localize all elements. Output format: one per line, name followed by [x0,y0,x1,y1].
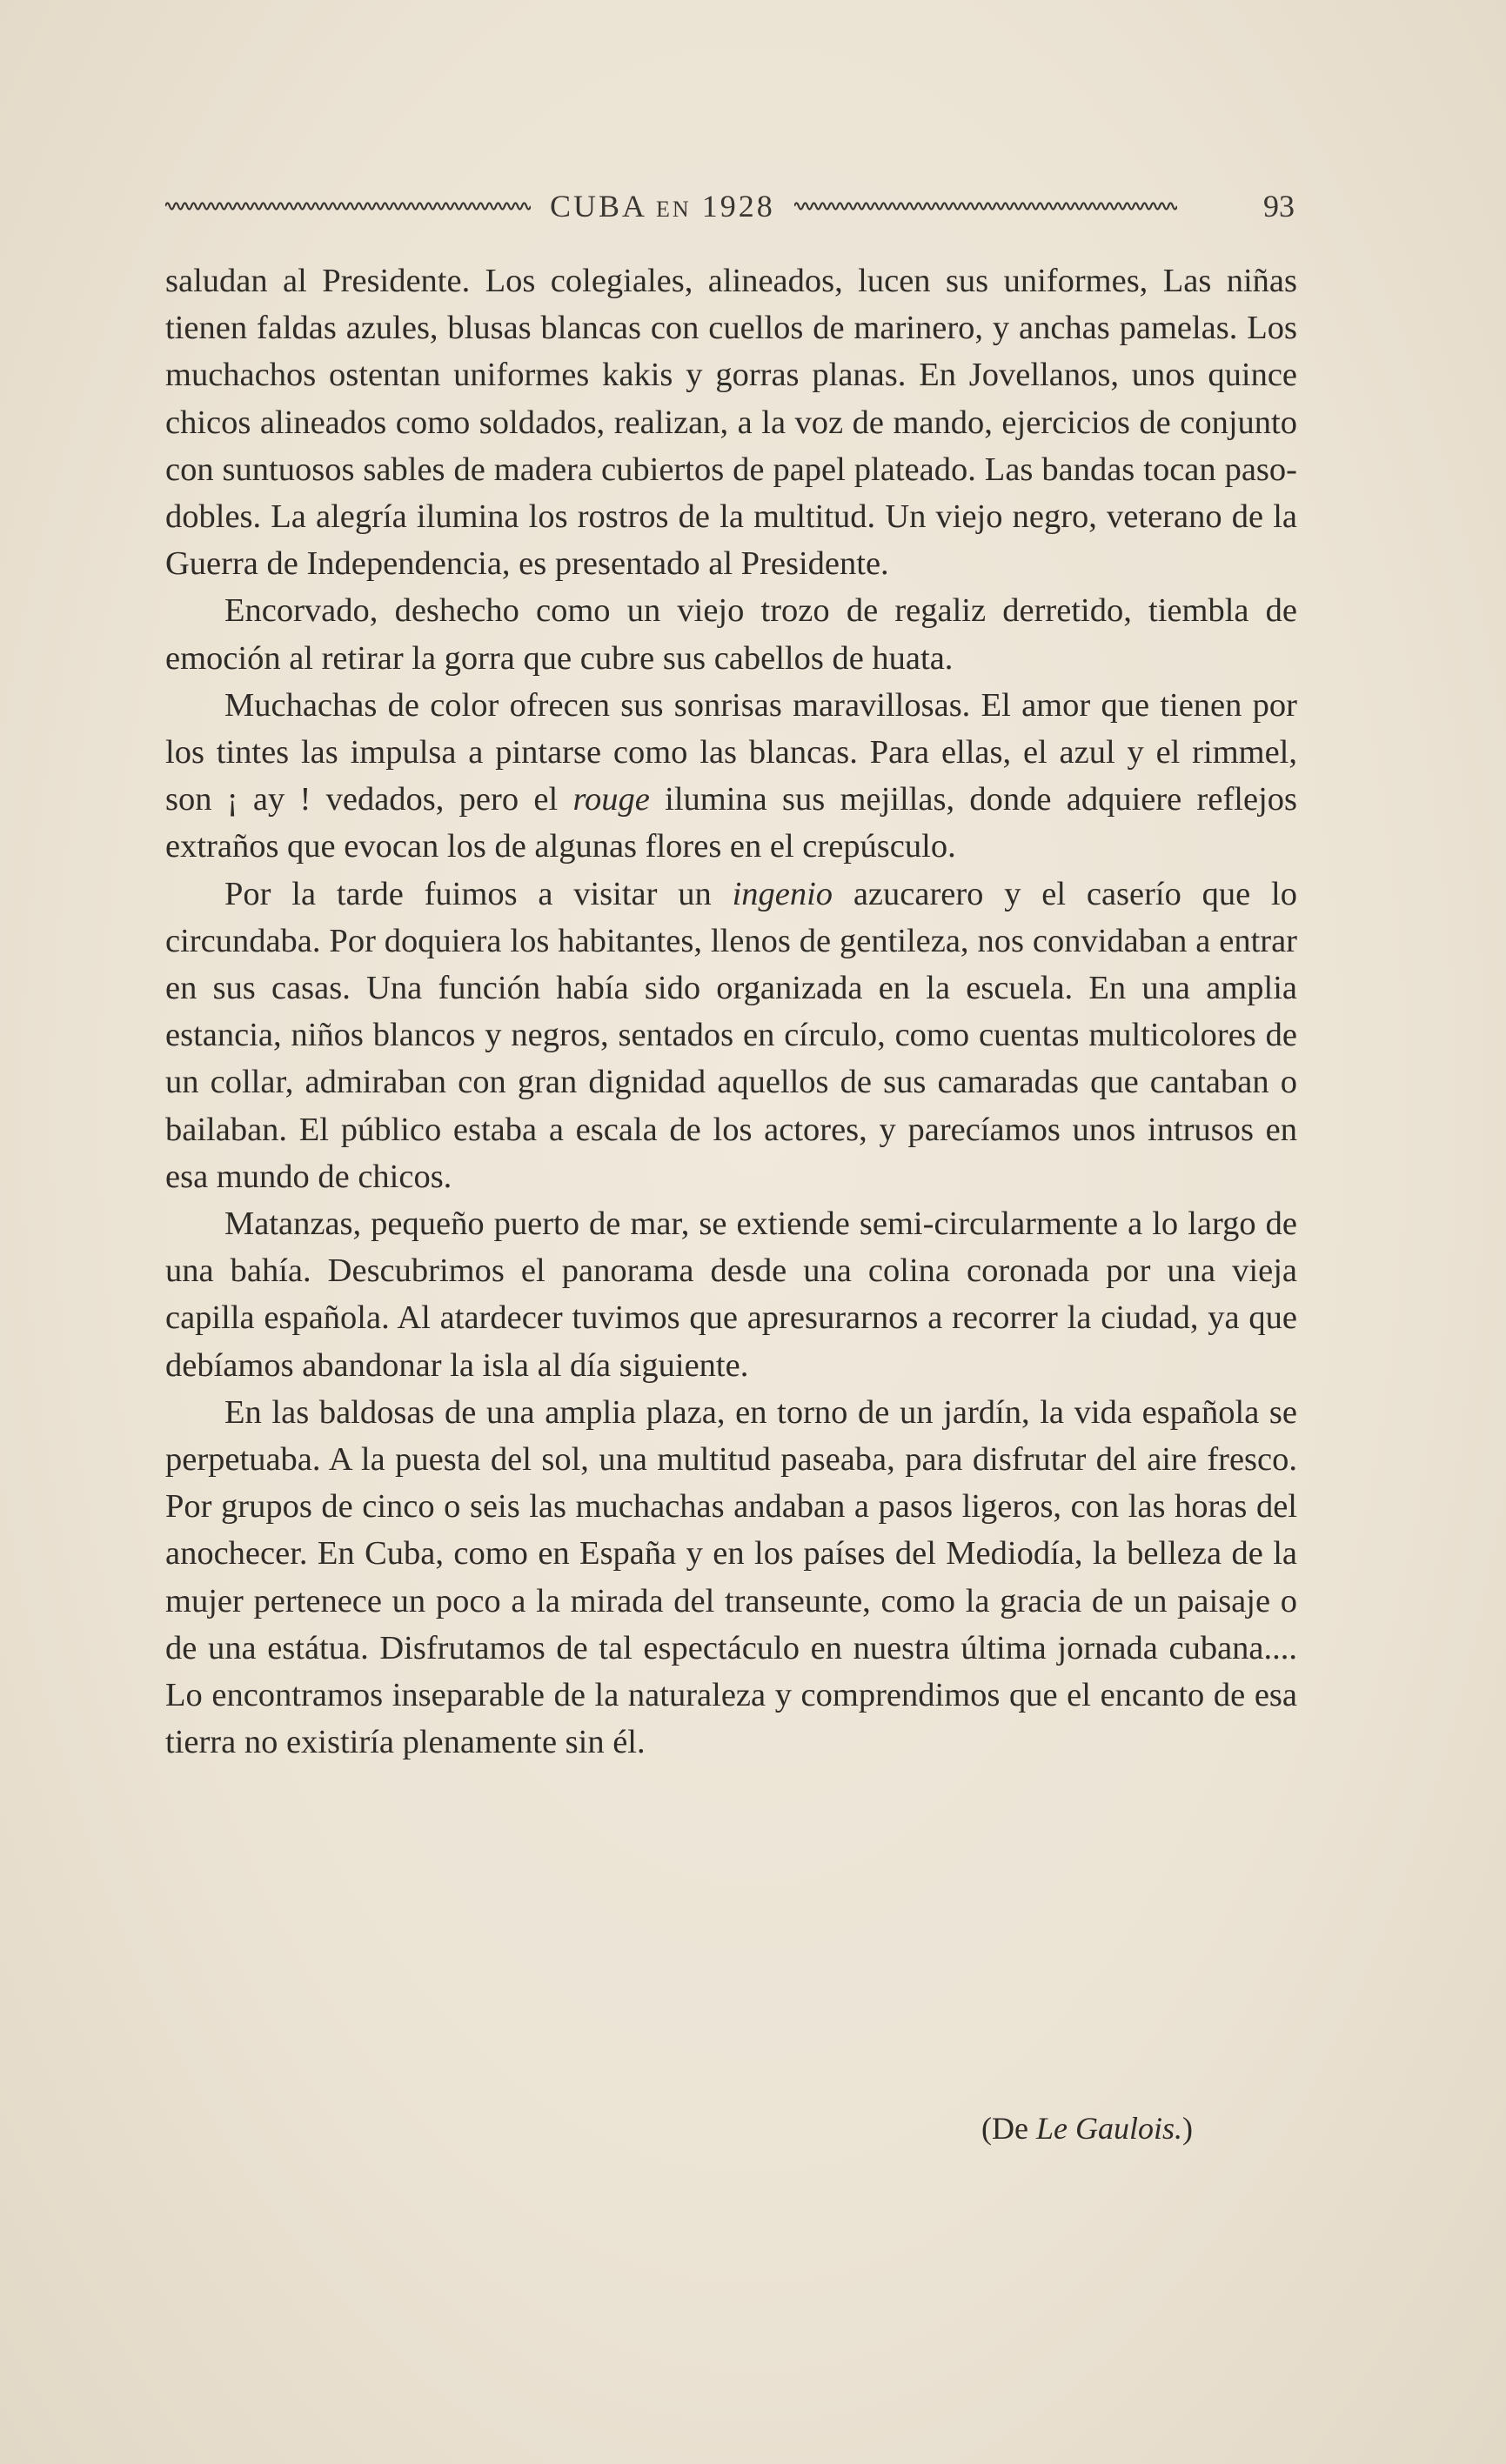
wavy-line-icon [794,198,1177,214]
paragraph [165,682,1297,871]
running-header [165,184,1295,228]
paragraph-text: Muchachas de color ofrecen sus sonrisas maravillosas. El amor que tienen por los tintes las impulsa a pintarse como las blancas. Para ellas, el azul y el rimmel, son ¡ ay ! vedados, pero el [165,686,1297,818]
paragraph [165,257,1297,587]
header-title-year: 1928 [691,189,775,224]
header-title [550,188,775,224]
wavy-ornament-left [165,198,531,214]
source-suffix: ) [1181,2111,1193,2146]
paragraph [165,871,1297,1200]
paragraph-text: saludan al Presidente. Los colegiales, alineados, lucen sus uniformes, Las niñas tienen faldas azules, blusas blancas con cuellos de marinero, y anchas pamelas. Los muchachos ostentan uniformes kakis y gorras planas. En Jovellanos, unos quince chicos alineados como soldados, realizan, a la voz de mando, ejercicios de conjunto con suntuosos sables de madera cubiertos de papel plateado. Las bandas tocan paso-dobles. La alegría ilumina los rostros de la multitud. Un viejo negro, veterano de la Guerra de Independencia, es presentado al Presidente. [165,263,1297,583]
wavy-ornament-right [794,198,1177,214]
paragraph-text: azucarero y el caserío que lo circundaba. Por doquiera los habitantes, llenos de gentileza, nos convidaban a entrar en sus casas. Una función había sido organizada en la escuela. En una amplia estancia, niños blancos y negros, sentados en círculo, como cuentas multicolores de un collar, admiraban con gran dignidad aquellos de sus camaradas que cantaban o bailaban. El público estaba a escala de los actores, y parecíamos unos intrusos en esa mundo de chicos. [165,875,1297,1195]
wavy-line-icon [165,198,531,214]
paragraph [165,1200,1297,1389]
paragraph-text: ilumina sus mejillas, donde adquiere reflejos extraños que evocan los de algunas flores en el crepúsculo. [165,781,1297,865]
paragraph [165,587,1297,681]
paragraph-text: Por la tarde fuimos a visitar un [224,875,733,912]
source-attribution [981,2110,1193,2147]
header-title-en: EN [656,197,692,222]
italic-term: rouge [572,781,650,818]
paragraph-text: Encorvado, deshecho como un viejo trozo de regaliz derretido, tiembla de emoción al retirar la gorra que cubre sus cabellos de huata. [165,592,1297,677]
paragraph [165,1389,1297,1766]
paragraph-text: En las baldosas de una amplia plaza, en torno de un jardín, la vida española se perpetuaba. A la puesta del sol, una multitud paseaba, para disfrutar del aire fresco. Por grupos de cinco o seis las muchachas andaban a pasos ligeros, con las horas del anochecer. En Cuba, como en España y en los países del Mediodía, la belleza de la mujer pertenece un poco a la mirada del transeunte, como la gracia de un paisaje o de una estátua. Disfrutamos de tal espectáculo en nuestra última jornada cubana.... Lo encontramos inseparable de la naturaleza y comprendimos que el encanto de esa tierra no existiría plenamente sin él. [165,1393,1297,1761]
source-publication: Le Gaulois. [1035,2111,1182,2146]
italic-term: ingenio [732,875,833,912]
source-prefix: (De [981,2111,1036,2146]
article-body [165,257,1297,1766]
page-number: 93 [1263,189,1295,224]
paragraph-text: Matanzas, pequeño puerto de mar, se extiende semi-circularmente a lo largo de una bahía. Descubrimos el panorama desde una colina coronada por una vieja capilla española. Al atardecer tuvimos que apresurarnos a recorrer la ciudad, ya que debíamos abandonar la isla al día siguiente. [165,1205,1297,1384]
header-title-main: CUBA [550,189,657,224]
